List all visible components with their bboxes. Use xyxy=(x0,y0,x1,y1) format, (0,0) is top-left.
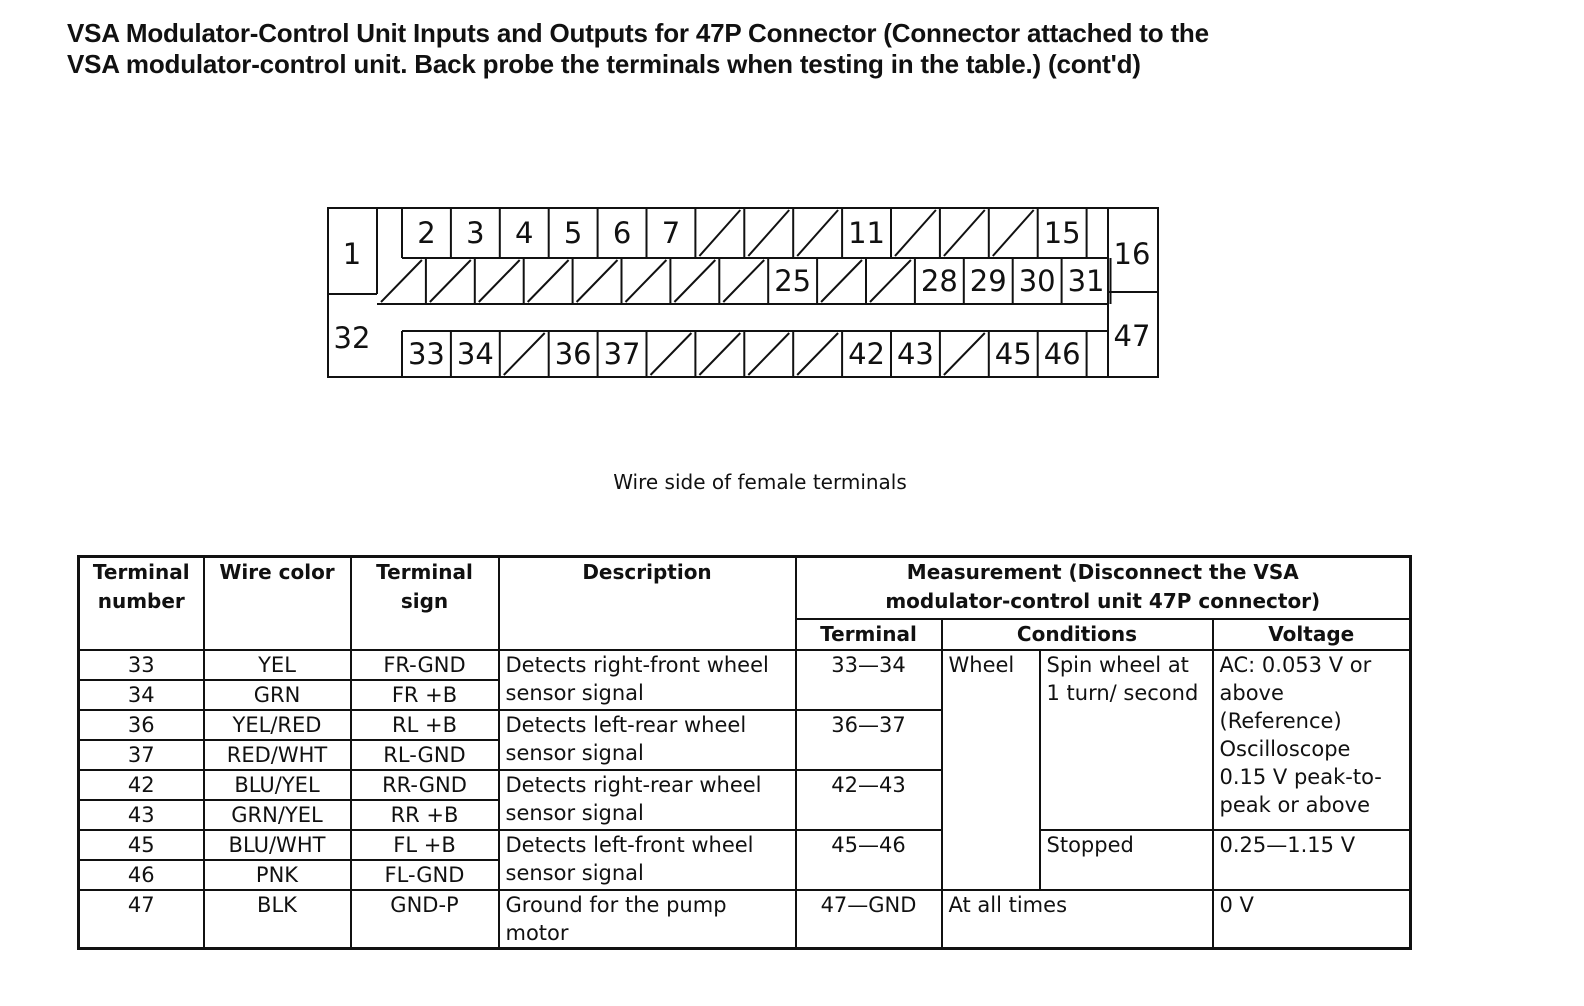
terminal-46: 46 xyxy=(1043,337,1081,371)
terminal-sign-cell: RR +B xyxy=(351,800,499,830)
blank-cavity xyxy=(748,210,789,256)
description-cell: Detects left-rear wheel sensor signal xyxy=(499,710,796,770)
blank-cavity xyxy=(504,333,545,375)
terminal-5: 5 xyxy=(563,216,583,250)
terminal-number-cell: 37 xyxy=(79,740,204,770)
blank-cavity xyxy=(797,333,838,375)
terminal-28: 28 xyxy=(920,264,958,298)
terminal-sign-cell: RL +B xyxy=(351,710,499,740)
terminal-number-cell: 33 xyxy=(79,650,204,680)
title-line-1: VSA Modulator-Control Unit Inputs and Outputs for 47P Connector (Connector attached to the xyxy=(67,18,1209,48)
blank-cavity xyxy=(870,260,911,302)
terminal-29: 29 xyxy=(969,264,1007,298)
terminal-sign-cell: RR-GND xyxy=(351,770,499,800)
terminal-sign-cell: FL +B xyxy=(351,830,499,860)
terminal-15: 15 xyxy=(1043,216,1081,250)
measure-terminal-cell: 33—34 xyxy=(796,650,942,710)
blank-cavity xyxy=(479,260,520,302)
terminal-47: 47 xyxy=(1113,319,1151,353)
terminal-sign-cell: FL-GND xyxy=(351,860,499,890)
condition-spin-cell: Spin wheel at 1 turn/ second xyxy=(1040,650,1213,830)
condition-all-times-cell: At all times xyxy=(942,890,1213,949)
terminal-30: 30 xyxy=(1018,264,1056,298)
terminal-33: 33 xyxy=(407,337,445,371)
blank-cavity xyxy=(699,210,740,256)
terminal-6: 6 xyxy=(612,216,632,250)
wire-color-cell: GRN/YEL xyxy=(204,800,351,830)
terminal-42: 42 xyxy=(848,337,886,371)
blank-cavity xyxy=(651,333,692,375)
wire-color-cell: BLU/WHT xyxy=(204,830,351,860)
terminal-number-cell: 36 xyxy=(79,710,204,740)
wire-color-cell: BLU/YEL xyxy=(204,770,351,800)
voltage-cell: AC: 0.053 V or above (Reference) Oscilloscope 0.15 V peak-to-peak or above xyxy=(1213,650,1411,830)
terminal-2: 2 xyxy=(417,216,436,250)
terminal-number-cell: 34 xyxy=(79,680,204,710)
blank-cavity xyxy=(528,260,569,302)
terminal-number-cell: 42 xyxy=(79,770,204,800)
terminal-3: 3 xyxy=(466,216,485,250)
header-terminal-sign: Terminal sign xyxy=(351,557,499,650)
description-cell: Detects right-rear wheel sensor signal xyxy=(499,770,796,830)
description-cell: Detects left-front wheel sensor signal xyxy=(499,830,796,890)
terminal-sign-cell: RL-GND xyxy=(351,740,499,770)
table-row xyxy=(79,890,1411,949)
terminal-sign-cell: FR +B xyxy=(351,680,499,710)
voltage-cell: 0.25—1.15 V xyxy=(1213,830,1411,890)
blank-cavity xyxy=(674,260,715,302)
terminal-43: 43 xyxy=(896,337,934,371)
voltage-cell: 0 V xyxy=(1213,890,1411,949)
blank-cavity xyxy=(944,333,985,375)
terminal-11: 11 xyxy=(848,216,886,250)
blank-cavity xyxy=(723,260,764,302)
terminal-sign-cell: GND-P xyxy=(351,890,499,949)
caption-text: Wire side of female terminals xyxy=(613,470,907,494)
terminal-number-cell: 45 xyxy=(79,830,204,860)
terminal-31: 31 xyxy=(1067,264,1105,298)
wire-color-cell: PNK xyxy=(204,860,351,890)
blank-cavity xyxy=(699,333,740,375)
terminal-sign-cell: FR-GND xyxy=(351,650,499,680)
terminal-45: 45 xyxy=(994,337,1032,371)
terminal-number-cell: 46 xyxy=(79,860,204,890)
blank-cavity xyxy=(381,260,422,302)
table-row xyxy=(79,830,1411,860)
wire-color-cell: BLK xyxy=(204,890,351,949)
blank-cavity xyxy=(577,260,618,302)
terminal-1: 1 xyxy=(342,237,362,271)
header-wire-color: Wire color xyxy=(204,557,351,650)
header-voltage: Voltage xyxy=(1213,619,1411,650)
connector-diagram xyxy=(0,0,1584,470)
terminal-36: 36 xyxy=(554,337,592,371)
header-terminal-number: Terminal number xyxy=(79,557,204,650)
blank-cavity xyxy=(626,260,667,302)
blank-cavity xyxy=(944,210,985,256)
measure-terminal-cell: 42—43 xyxy=(796,770,942,830)
blank-cavity xyxy=(748,333,789,375)
blank-cavity xyxy=(895,210,936,256)
header-terminal: Terminal xyxy=(796,619,942,650)
terminal-37: 37 xyxy=(603,337,641,371)
blank-cavity xyxy=(993,210,1034,256)
condition-wheel-cell: Wheel xyxy=(942,650,1040,890)
terminal-7: 7 xyxy=(661,216,681,250)
wire-color-cell: YEL/RED xyxy=(204,710,351,740)
connector-caption xyxy=(0,470,1584,494)
description-cell: Detects right-front wheel sensor signal xyxy=(499,650,796,710)
blank-cavity xyxy=(821,260,862,302)
terminal-25: 25 xyxy=(774,264,812,298)
title-line-2: VSA modulator-control unit. Back probe the terminals when testing in the table.) (cont'd) xyxy=(67,49,1141,79)
measure-terminal-cell: 47—GND xyxy=(796,890,942,949)
blank-cavity xyxy=(797,210,838,256)
wire-color-cell: GRN xyxy=(204,680,351,710)
wire-color-cell: YEL xyxy=(204,650,351,680)
header-conditions: Conditions xyxy=(942,619,1213,650)
description-cell: Ground for the pump motor xyxy=(499,890,796,949)
terminal-16: 16 xyxy=(1113,237,1151,271)
terminal-number-cell: 43 xyxy=(79,800,204,830)
terminal-34: 34 xyxy=(456,337,494,371)
terminal-number-cell: 47 xyxy=(79,890,204,949)
terminal-32: 32 xyxy=(333,321,371,355)
header-measurement: Measurement (Disconnect the VSA modulator-control unit 47P connector) xyxy=(796,557,1411,619)
condition-stopped-cell: Stopped xyxy=(1040,830,1213,890)
measurement-table xyxy=(77,555,1412,950)
terminal-4: 4 xyxy=(515,216,534,250)
measure-terminal-cell: 36—37 xyxy=(796,710,942,770)
wire-color-cell: RED/WHT xyxy=(204,740,351,770)
measure-terminal-cell: 45—46 xyxy=(796,830,942,890)
table-row xyxy=(79,650,1411,680)
blank-cavity xyxy=(430,260,471,302)
header-description: Description xyxy=(499,557,796,650)
